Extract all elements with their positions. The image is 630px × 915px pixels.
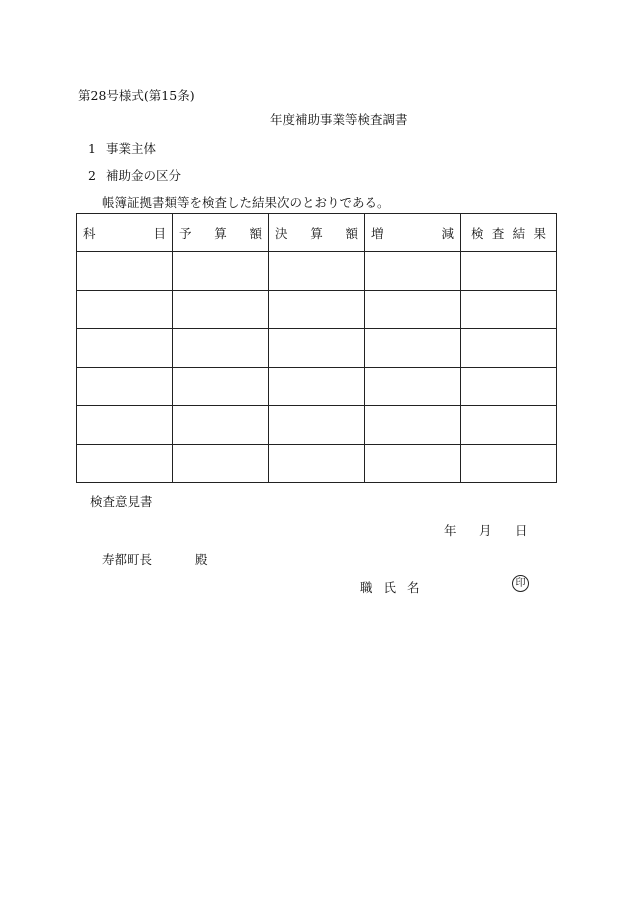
signature-label: 職氏名: [360, 580, 431, 595]
header-result: 検 査 結 果: [461, 214, 557, 252]
table-cell: [173, 406, 269, 445]
table-cell: [77, 444, 173, 483]
seal-icon: 印: [512, 575, 529, 592]
table-cell: [269, 252, 365, 291]
table-cell: [173, 444, 269, 483]
date-day-label: 日: [515, 523, 528, 538]
table-cell: [269, 329, 365, 368]
section-number: 2: [88, 168, 96, 183]
table-cell: [77, 367, 173, 406]
table-cell: [461, 290, 557, 329]
table-cell: [461, 329, 557, 368]
table-cell: [77, 406, 173, 445]
table-cell: [461, 367, 557, 406]
table-cell: [461, 406, 557, 445]
date-year-label: 年: [444, 523, 457, 538]
table-cell: [365, 290, 461, 329]
header-budget: 予 算 額: [173, 214, 269, 252]
date-month-label: 月: [479, 523, 492, 538]
section-number: 1: [88, 141, 96, 156]
table-cell: [461, 444, 557, 483]
intro-text: 帳簿証拠書類等を検査した結果次のとおりである。: [102, 195, 390, 210]
table-cell: [365, 444, 461, 483]
table-cell: [173, 252, 269, 291]
header-settlement: 決 算 額: [269, 214, 365, 252]
table-row: [77, 290, 557, 329]
honorific: 殿: [195, 552, 208, 567]
table-cell: [461, 252, 557, 291]
table-row: [77, 406, 557, 445]
table-row: [77, 329, 557, 368]
table-header-row: [77, 214, 557, 252]
table-row: [77, 252, 557, 291]
addressee: 寿都町長: [102, 552, 153, 567]
table-cell: [173, 329, 269, 368]
inspection-opinion-label: 検査意見書: [90, 494, 153, 509]
table-cell: [269, 290, 365, 329]
table-cell: [269, 406, 365, 445]
table-cell: [77, 252, 173, 291]
header-item: 科 目: [77, 214, 173, 252]
table-cell: [77, 329, 173, 368]
header-difference: 増 減: [365, 214, 461, 252]
table-cell: [365, 406, 461, 445]
inspection-table: [76, 213, 557, 483]
document-title: 年度補助事業等検査調書: [270, 112, 408, 127]
table-cell: [365, 329, 461, 368]
table-cell: [365, 367, 461, 406]
form-number: 第28号様式(第15条): [78, 88, 195, 103]
section-business-entity: [88, 139, 156, 157]
table-cell: [173, 367, 269, 406]
section-subsidy-category: [88, 166, 181, 184]
table-row: [77, 444, 557, 483]
section-label: 補助金の区分: [106, 168, 182, 183]
table-cell: [269, 367, 365, 406]
table-cell: [365, 252, 461, 291]
table-row: [77, 367, 557, 406]
table-cell: [173, 290, 269, 329]
section-label: 事業主体: [106, 141, 157, 156]
table-cell: [269, 444, 365, 483]
table-cell: [77, 290, 173, 329]
